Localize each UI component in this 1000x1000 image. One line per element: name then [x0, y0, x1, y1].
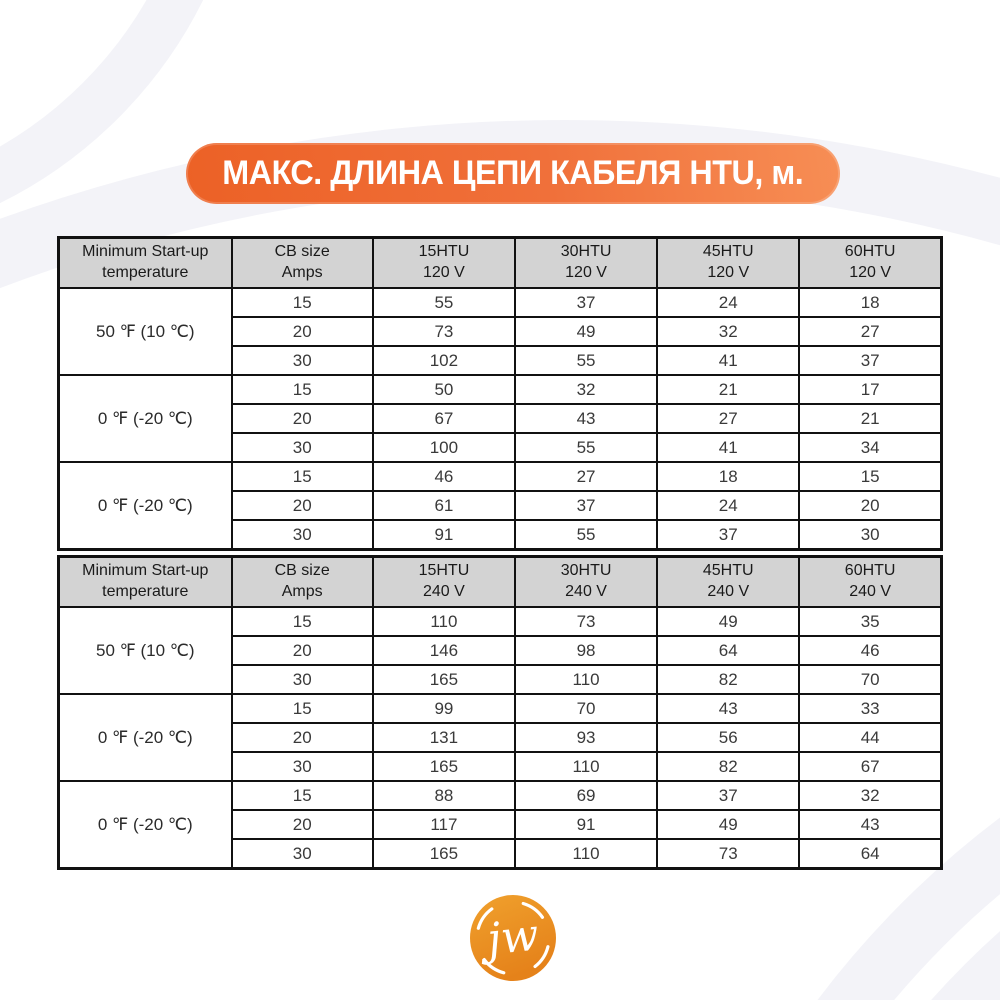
- temp-group-cell: 50 ℉ (10 ℃): [59, 288, 232, 375]
- value-cell: 35: [799, 607, 941, 636]
- value-cell: 99: [373, 694, 515, 723]
- value-cell: 21: [799, 404, 941, 433]
- value-cell: 24: [657, 491, 799, 520]
- value-cell: 100: [373, 433, 515, 462]
- value-cell: 32: [515, 375, 657, 404]
- jw-logo: [468, 893, 558, 983]
- value-cell: 91: [373, 520, 515, 550]
- value-cell: 93: [515, 723, 657, 752]
- table-row: [59, 288, 942, 317]
- table-row: [59, 607, 942, 636]
- header-row: [59, 238, 942, 289]
- value-cell: 50: [373, 375, 515, 404]
- value-cell: 24: [657, 288, 799, 317]
- value-cell: 55: [515, 520, 657, 550]
- temp-group-cell: 0 ℉ (-20 ℃): [59, 781, 232, 869]
- value-cell: 88: [373, 781, 515, 810]
- amps-cell: 15: [232, 462, 373, 491]
- value-cell: 46: [373, 462, 515, 491]
- value-cell: 131: [373, 723, 515, 752]
- table-row: [59, 462, 942, 491]
- value-cell: 165: [373, 839, 515, 869]
- value-cell: 27: [799, 317, 941, 346]
- value-cell: 165: [373, 752, 515, 781]
- logo-initials: jw: [484, 909, 542, 966]
- amps-cell: 20: [232, 636, 373, 665]
- table-row: [59, 694, 942, 723]
- amps-cell: 15: [232, 694, 373, 723]
- value-cell: 110: [515, 665, 657, 694]
- value-cell: 27: [657, 404, 799, 433]
- value-cell: 18: [799, 288, 941, 317]
- htu-col-header-cell-line2: 120 V: [423, 264, 465, 281]
- value-cell: 49: [657, 607, 799, 636]
- htu-col-header-cell-line1: 15HTU: [418, 243, 470, 261]
- htu-col-header-cell: [515, 557, 657, 608]
- value-cell: 37: [657, 520, 799, 550]
- amps-cell: 15: [232, 781, 373, 810]
- background-swoosh-top-left-corner: [0, 0, 250, 250]
- htu-col-header-cell-line2: 120 V: [565, 264, 607, 281]
- value-cell: 55: [515, 346, 657, 375]
- amps-header-cell-line2: Amps: [281, 264, 323, 281]
- value-cell: 67: [373, 404, 515, 433]
- value-cell: 110: [515, 839, 657, 869]
- htu-col-header-cell-line1: 60HTU: [844, 562, 896, 580]
- htu-col-header-cell-line1: 15HTU: [418, 562, 470, 580]
- htu-120v-table: [57, 236, 943, 551]
- value-cell: 37: [799, 346, 941, 375]
- table-row: [59, 375, 942, 404]
- value-cell: 64: [799, 839, 941, 869]
- value-cell: 55: [373, 288, 515, 317]
- amps-header-cell-line1: CB size: [274, 562, 330, 580]
- temp-header-cell-line1: Minimum Start-up: [82, 243, 209, 261]
- value-cell: 43: [657, 694, 799, 723]
- temp-group-cell: 50 ℉ (10 ℃): [59, 607, 232, 694]
- amps-cell: 20: [232, 810, 373, 839]
- amps-cell: 15: [232, 607, 373, 636]
- htu-col-header-cell-line2: 240 V: [849, 583, 892, 600]
- value-cell: 117: [373, 810, 515, 839]
- amps-cell: 30: [232, 433, 373, 462]
- htu-col-header-cell-line1: 60HTU: [844, 243, 896, 261]
- amps-cell: 20: [232, 317, 373, 346]
- value-cell: 27: [515, 462, 657, 491]
- amps-cell: 20: [232, 404, 373, 433]
- temp-group-cell: 0 ℉ (-20 ℃): [59, 462, 232, 550]
- value-cell: 82: [657, 752, 799, 781]
- htu-col-header-cell-line1: 45HTU: [702, 562, 754, 580]
- value-cell: 32: [657, 317, 799, 346]
- value-cell: 43: [515, 404, 657, 433]
- amps-cell: 15: [232, 288, 373, 317]
- amps-header-cell-line2: Amps: [281, 583, 323, 600]
- htu-col-header-cell-line1: 45HTU: [702, 243, 754, 261]
- value-cell: 37: [657, 781, 799, 810]
- value-cell: 37: [515, 288, 657, 317]
- value-cell: 15: [799, 462, 941, 491]
- value-cell: 73: [373, 317, 515, 346]
- table-row: [59, 781, 942, 810]
- value-cell: 102: [373, 346, 515, 375]
- htu-240v-table: [57, 555, 943, 870]
- value-cell: 61: [373, 491, 515, 520]
- value-cell: 98: [515, 636, 657, 665]
- value-cell: 32: [799, 781, 941, 810]
- value-cell: 82: [657, 665, 799, 694]
- htu-col-header-cell: [373, 238, 515, 289]
- temp-header-cell-line2: temperature: [102, 583, 189, 600]
- value-cell: 165: [373, 665, 515, 694]
- title-banner: [186, 143, 840, 204]
- temp-header-cell: [59, 238, 232, 289]
- amps-cell: 20: [232, 723, 373, 752]
- htu-col-header-cell: [373, 557, 515, 608]
- value-cell: 33: [799, 694, 941, 723]
- value-cell: 70: [799, 665, 941, 694]
- tables-container: [57, 236, 943, 870]
- value-cell: 91: [515, 810, 657, 839]
- amps-cell: 30: [232, 346, 373, 375]
- htu-col-header-cell-line2: 120 V: [707, 264, 750, 281]
- temp-header-cell: [59, 557, 232, 608]
- value-cell: 21: [657, 375, 799, 404]
- value-cell: 49: [657, 810, 799, 839]
- value-cell: 43: [799, 810, 941, 839]
- htu-col-header-cell-line2: 120 V: [849, 264, 892, 281]
- value-cell: 73: [657, 839, 799, 869]
- amps-cell: 30: [232, 665, 373, 694]
- header-row: [59, 557, 942, 608]
- value-cell: 110: [515, 752, 657, 781]
- value-cell: 18: [657, 462, 799, 491]
- value-cell: 73: [515, 607, 657, 636]
- temp-header-cell-line2: temperature: [102, 264, 189, 281]
- htu-col-header-cell: [657, 557, 799, 608]
- value-cell: 41: [657, 433, 799, 462]
- value-cell: 41: [657, 346, 799, 375]
- amps-cell: 30: [232, 752, 373, 781]
- value-cell: 146: [373, 636, 515, 665]
- temp-group-cell: 0 ℉ (-20 ℃): [59, 375, 232, 462]
- value-cell: 37: [515, 491, 657, 520]
- value-cell: 56: [657, 723, 799, 752]
- value-cell: 69: [515, 781, 657, 810]
- amps-cell: 15: [232, 375, 373, 404]
- value-cell: 67: [799, 752, 941, 781]
- htu-col-header-cell-line2: 240 V: [565, 583, 607, 600]
- value-cell: 17: [799, 375, 941, 404]
- htu-col-header-cell: [799, 238, 941, 289]
- page-title: МАКС. ДЛИНА ЦЕПИ КАБЕЛЯ HTU, м.: [222, 154, 804, 192]
- value-cell: 44: [799, 723, 941, 752]
- value-cell: 110: [373, 607, 515, 636]
- amps-header-cell-line1: CB size: [274, 243, 330, 261]
- htu-col-header-cell: [799, 557, 941, 608]
- amps-header-cell: [232, 238, 373, 289]
- value-cell: 20: [799, 491, 941, 520]
- amps-cell: 30: [232, 520, 373, 550]
- value-cell: 70: [515, 694, 657, 723]
- amps-cell: 30: [232, 839, 373, 869]
- value-cell: 34: [799, 433, 941, 462]
- value-cell: 30: [799, 520, 941, 550]
- htu-col-header-cell-line1: 30HTU: [560, 562, 612, 580]
- htu-col-header-cell-line1: 30HTU: [560, 243, 612, 261]
- value-cell: 55: [515, 433, 657, 462]
- temp-header-cell-line1: Minimum Start-up: [82, 562, 209, 580]
- htu-col-header-cell: [657, 238, 799, 289]
- htu-col-header-cell-line2: 240 V: [423, 583, 465, 600]
- amps-header-cell: [232, 557, 373, 608]
- value-cell: 46: [799, 636, 941, 665]
- htu-col-header-cell-line2: 240 V: [707, 583, 750, 600]
- value-cell: 64: [657, 636, 799, 665]
- value-cell: 49: [515, 317, 657, 346]
- temp-group-cell: 0 ℉ (-20 ℃): [59, 694, 232, 781]
- amps-cell: 20: [232, 491, 373, 520]
- htu-col-header-cell: [515, 238, 657, 289]
